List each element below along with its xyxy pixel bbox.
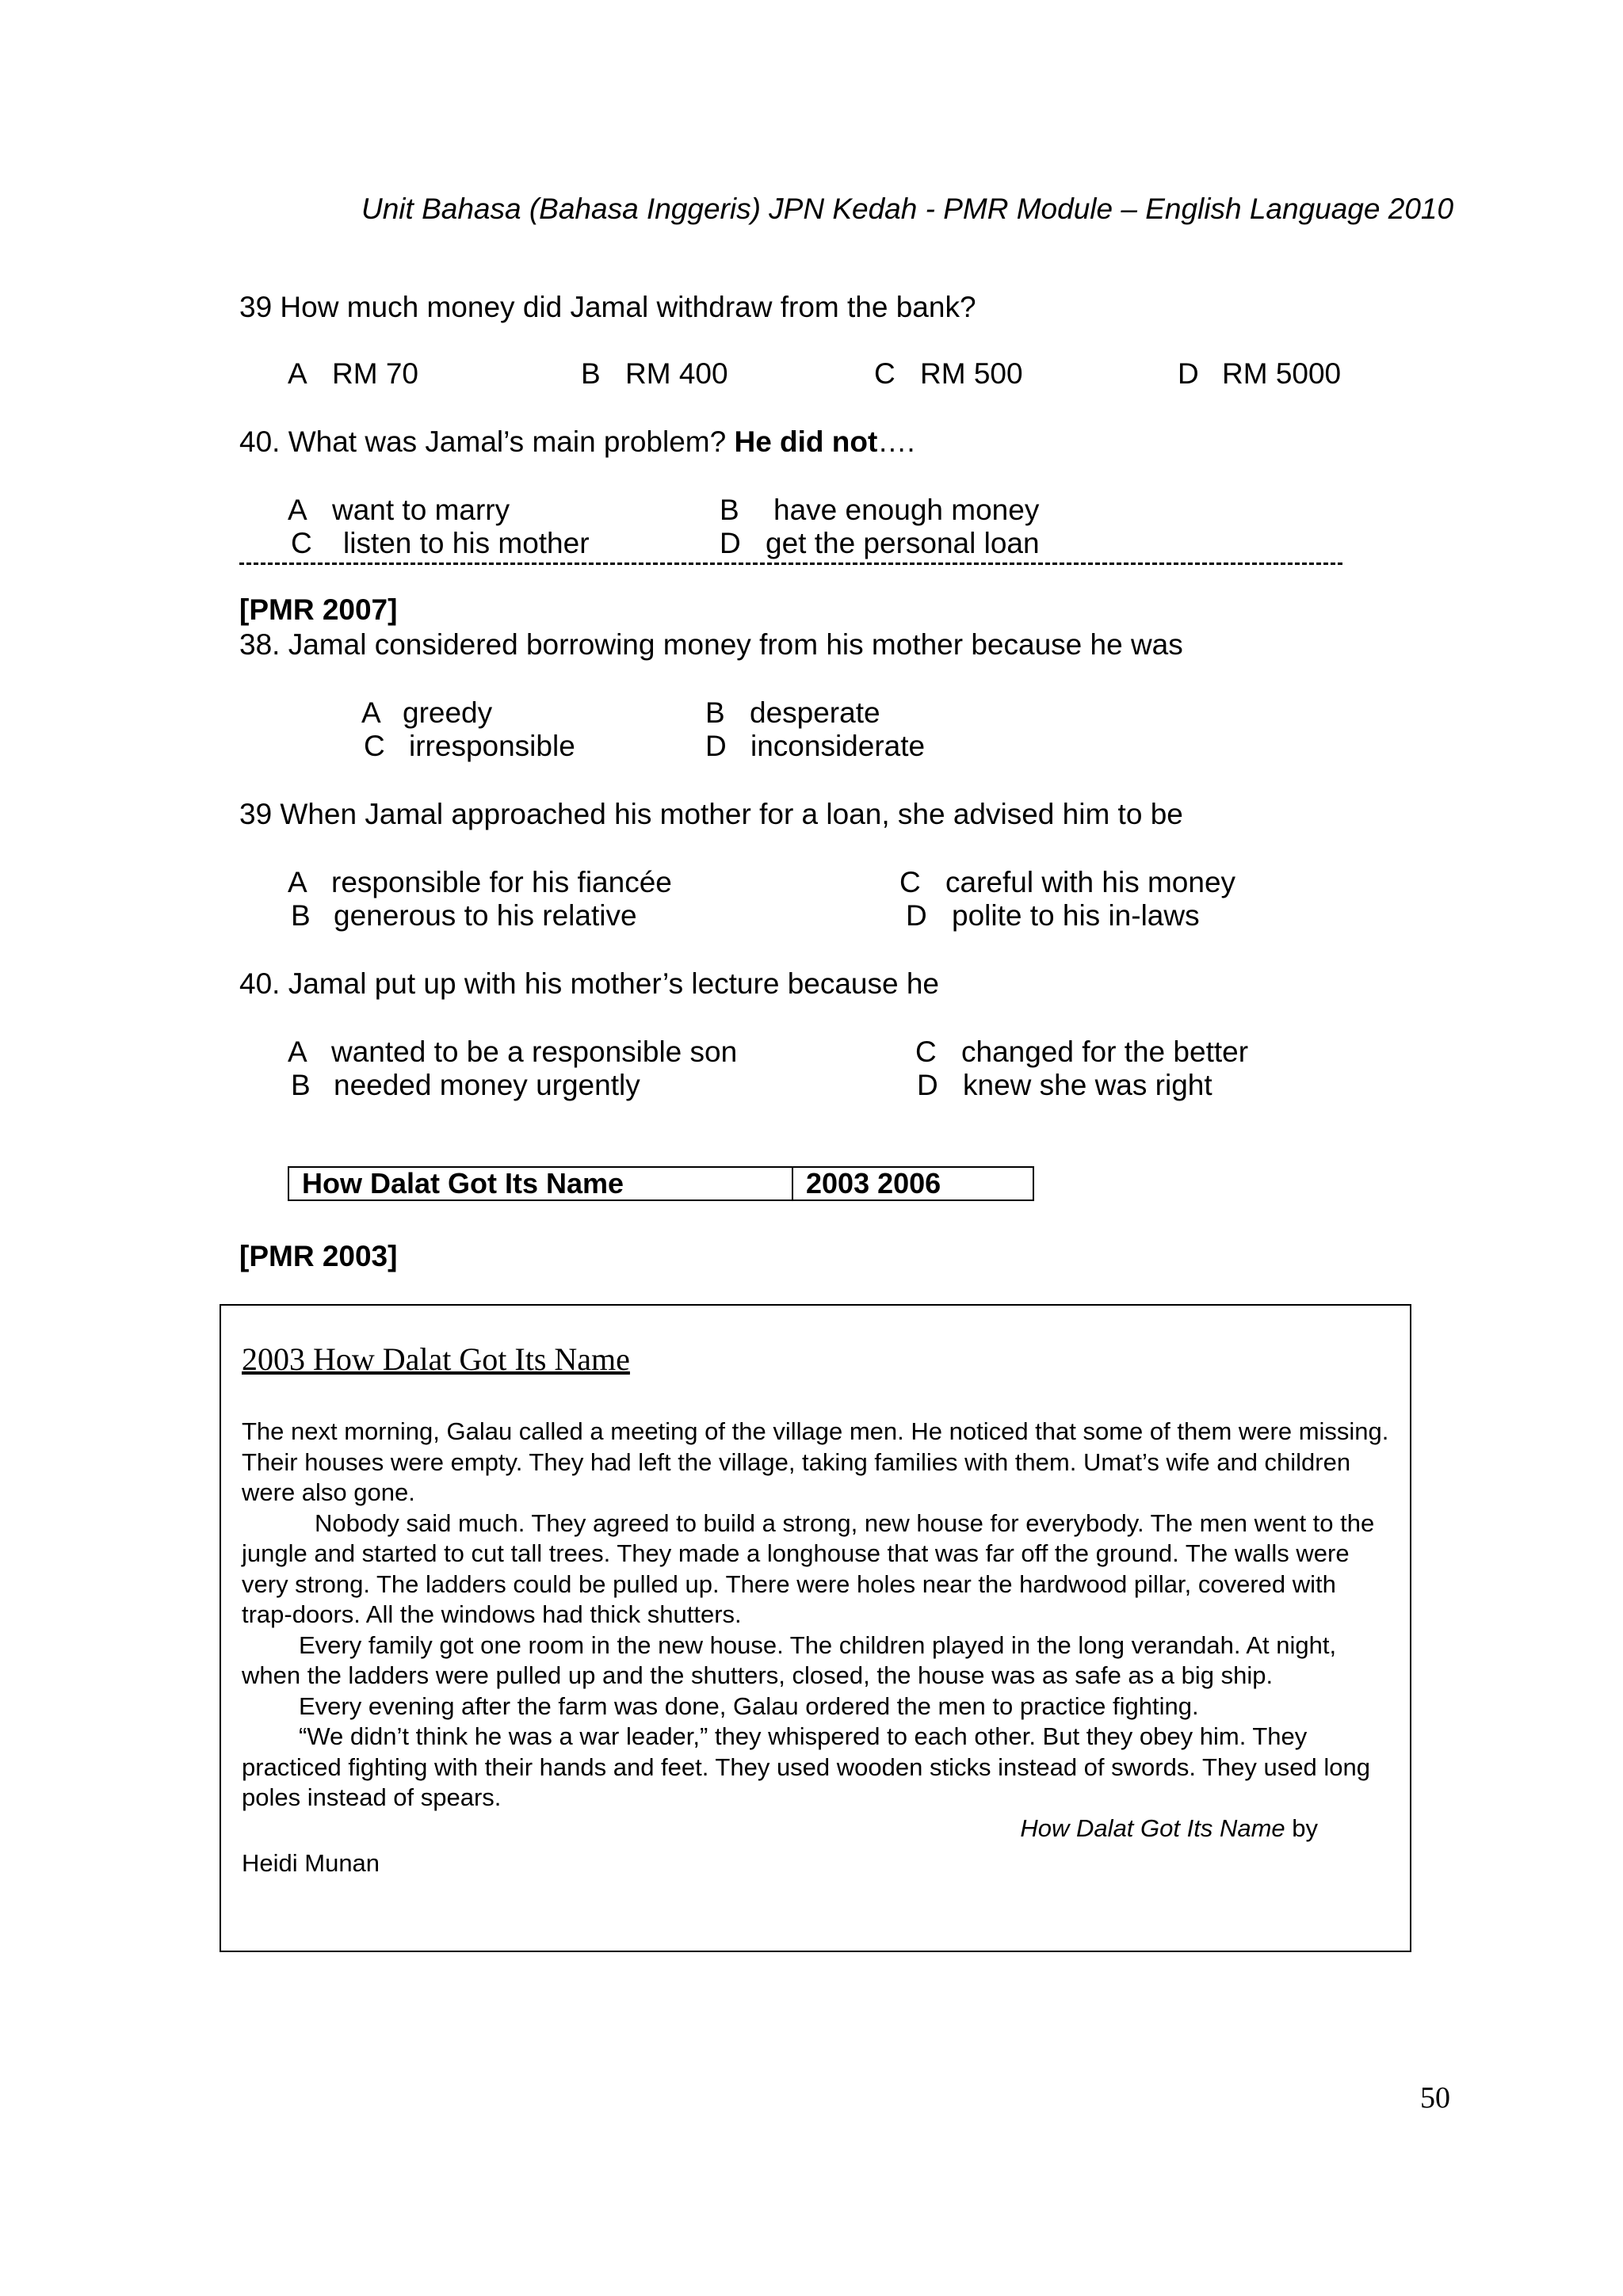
passage-paragraph: Their houses were empty. They had left the village, taking families with them. Umat’s wife and children were also gone. bbox=[242, 1447, 1351, 1506]
option-c bbox=[364, 729, 575, 764]
passage-paragraph: Nobody said much. They agreed to build a strong, new house for everybody. The men went to the jungle and started to cut tall trees. They made a longhouse that was far off the ground. The walls were very strong. The ladders could be pulled up. There were holes near the hardwood pillar, covered with trap-doors. All the windows had thick shutters. bbox=[242, 1508, 1375, 1628]
option-letter: D bbox=[720, 527, 741, 559]
option-c bbox=[915, 1035, 1248, 1070]
passage-citation bbox=[242, 1814, 1391, 1844]
option-text: have enough money bbox=[773, 494, 1040, 526]
page-number: 50 bbox=[1420, 2081, 1450, 2115]
option-text: needed money urgently bbox=[334, 1069, 640, 1101]
option-d bbox=[720, 526, 1040, 561]
option-a bbox=[288, 1035, 737, 1070]
question-38-borrowing: 38. Jamal considered borrowing money from his mother because he was bbox=[239, 628, 1183, 661]
option-text: get the personal loan bbox=[766, 527, 1040, 559]
citation-by: by bbox=[1285, 1814, 1318, 1842]
page-header: Unit Bahasa (Bahasa Inggeris) JPN Kedah - PMR Module – English Language 2010 bbox=[361, 193, 1454, 225]
passage-box bbox=[220, 1304, 1411, 1952]
option-text: wanted to be a responsible son bbox=[331, 1035, 738, 1068]
option-b bbox=[581, 357, 728, 391]
question-39-advice: 39 When Jamal approached his mother for a loan, she advised him to be bbox=[239, 798, 1183, 830]
option-letter: B bbox=[291, 899, 311, 932]
option-letter: D bbox=[705, 730, 727, 762]
option-b bbox=[705, 696, 880, 730]
option-letter: A bbox=[288, 357, 307, 390]
option-letter: C bbox=[364, 730, 385, 762]
option-text: desperate bbox=[750, 696, 880, 729]
question-40-problem bbox=[239, 425, 915, 460]
question-39-withdraw: 39 How much money did Jamal withdraw from the bank? bbox=[239, 291, 976, 323]
option-letter: C bbox=[291, 527, 312, 559]
option-a bbox=[361, 696, 492, 730]
option-b bbox=[291, 898, 637, 933]
option-text: inconsiderate bbox=[750, 730, 926, 762]
question-40-lecture: 40. Jamal put up with his mother’s lecture because he bbox=[239, 967, 940, 1000]
option-d bbox=[917, 1068, 1212, 1103]
section-label-pmr-2003: [PMR 2003] bbox=[239, 1240, 398, 1272]
section-label-pmr-2007: [PMR 2007] bbox=[239, 593, 398, 626]
option-text: RM 400 bbox=[625, 357, 728, 390]
option-letter: A bbox=[361, 696, 381, 729]
option-d bbox=[1178, 357, 1341, 391]
option-text: knew she was right bbox=[963, 1069, 1212, 1101]
passage-title: 2003 How Dalat Got Its Name bbox=[242, 1341, 630, 1377]
option-c bbox=[899, 865, 1235, 900]
option-letter: B bbox=[705, 696, 725, 729]
option-a bbox=[288, 357, 418, 391]
option-text: changed for the better bbox=[961, 1035, 1249, 1068]
passage-paragraph: Every evening after the farm was done, Galau ordered the men to practice fighting. bbox=[299, 1691, 1199, 1720]
option-text: greedy bbox=[403, 696, 493, 729]
option-letter: C bbox=[899, 866, 921, 898]
option-letter: A bbox=[288, 866, 307, 898]
option-text: RM 5000 bbox=[1222, 357, 1342, 390]
option-c bbox=[874, 357, 1023, 391]
question-emphasis: He did not bbox=[734, 425, 878, 458]
table-title-cell: How Dalat Got Its Name bbox=[289, 1168, 793, 1199]
option-text: RM 70 bbox=[332, 357, 418, 390]
option-a bbox=[288, 865, 672, 900]
passage-text bbox=[242, 1417, 1391, 1879]
option-letter: C bbox=[915, 1035, 937, 1068]
option-text: polite to his in-laws bbox=[952, 899, 1200, 932]
option-letter: D bbox=[906, 899, 927, 932]
option-letter: B bbox=[581, 357, 601, 390]
citation-title: How Dalat Got Its Name bbox=[1020, 1814, 1285, 1842]
question-text: 40. What was Jamal’s main problem? bbox=[239, 425, 735, 458]
option-text: responsible for his fiancée bbox=[331, 866, 672, 898]
table-years-cell: 2003 2006 bbox=[806, 1167, 941, 1199]
reference-table bbox=[288, 1166, 1034, 1201]
option-b bbox=[720, 493, 1039, 528]
option-text: listen to his mother bbox=[343, 527, 590, 559]
option-a bbox=[288, 493, 510, 528]
option-letter: D bbox=[1178, 357, 1199, 390]
option-text: generous to his relative bbox=[334, 899, 637, 932]
dashed-divider bbox=[239, 563, 1342, 565]
option-letter: B bbox=[291, 1069, 311, 1101]
option-letter: A bbox=[288, 494, 307, 526]
option-b bbox=[291, 1068, 640, 1103]
option-d bbox=[705, 729, 925, 764]
passage-paragraph: The next morning, Galau called a meeting of the village men. He noticed that some of them were missing. bbox=[242, 1417, 1389, 1445]
option-letter: C bbox=[874, 357, 896, 390]
passage-paragraph: Every family got one room in the new house. The children played in the long verandah. At night, when the ladders were pulled up and the shutters, closed, the house was as safe as a big ship. bbox=[242, 1630, 1337, 1689]
question-ellipsis: …. bbox=[877, 425, 915, 458]
option-text: careful with his money bbox=[945, 866, 1236, 898]
option-c bbox=[291, 526, 590, 561]
option-letter: B bbox=[720, 494, 739, 526]
option-text: RM 500 bbox=[920, 357, 1023, 390]
option-text: want to marry bbox=[332, 494, 510, 526]
option-d bbox=[906, 898, 1200, 933]
option-letter: A bbox=[288, 1035, 307, 1068]
passage-author: Heidi Munan bbox=[242, 1849, 380, 1877]
passage-paragraph: “We didn’t think he was a war leader,” they whispered to each other. But they obey him. They practiced fighting with their hands and feet. They used wooden sticks instead of swords. They used long poles instead of spears. bbox=[242, 1722, 1370, 1811]
option-letter: D bbox=[917, 1069, 938, 1101]
option-text: irresponsible bbox=[409, 730, 575, 762]
